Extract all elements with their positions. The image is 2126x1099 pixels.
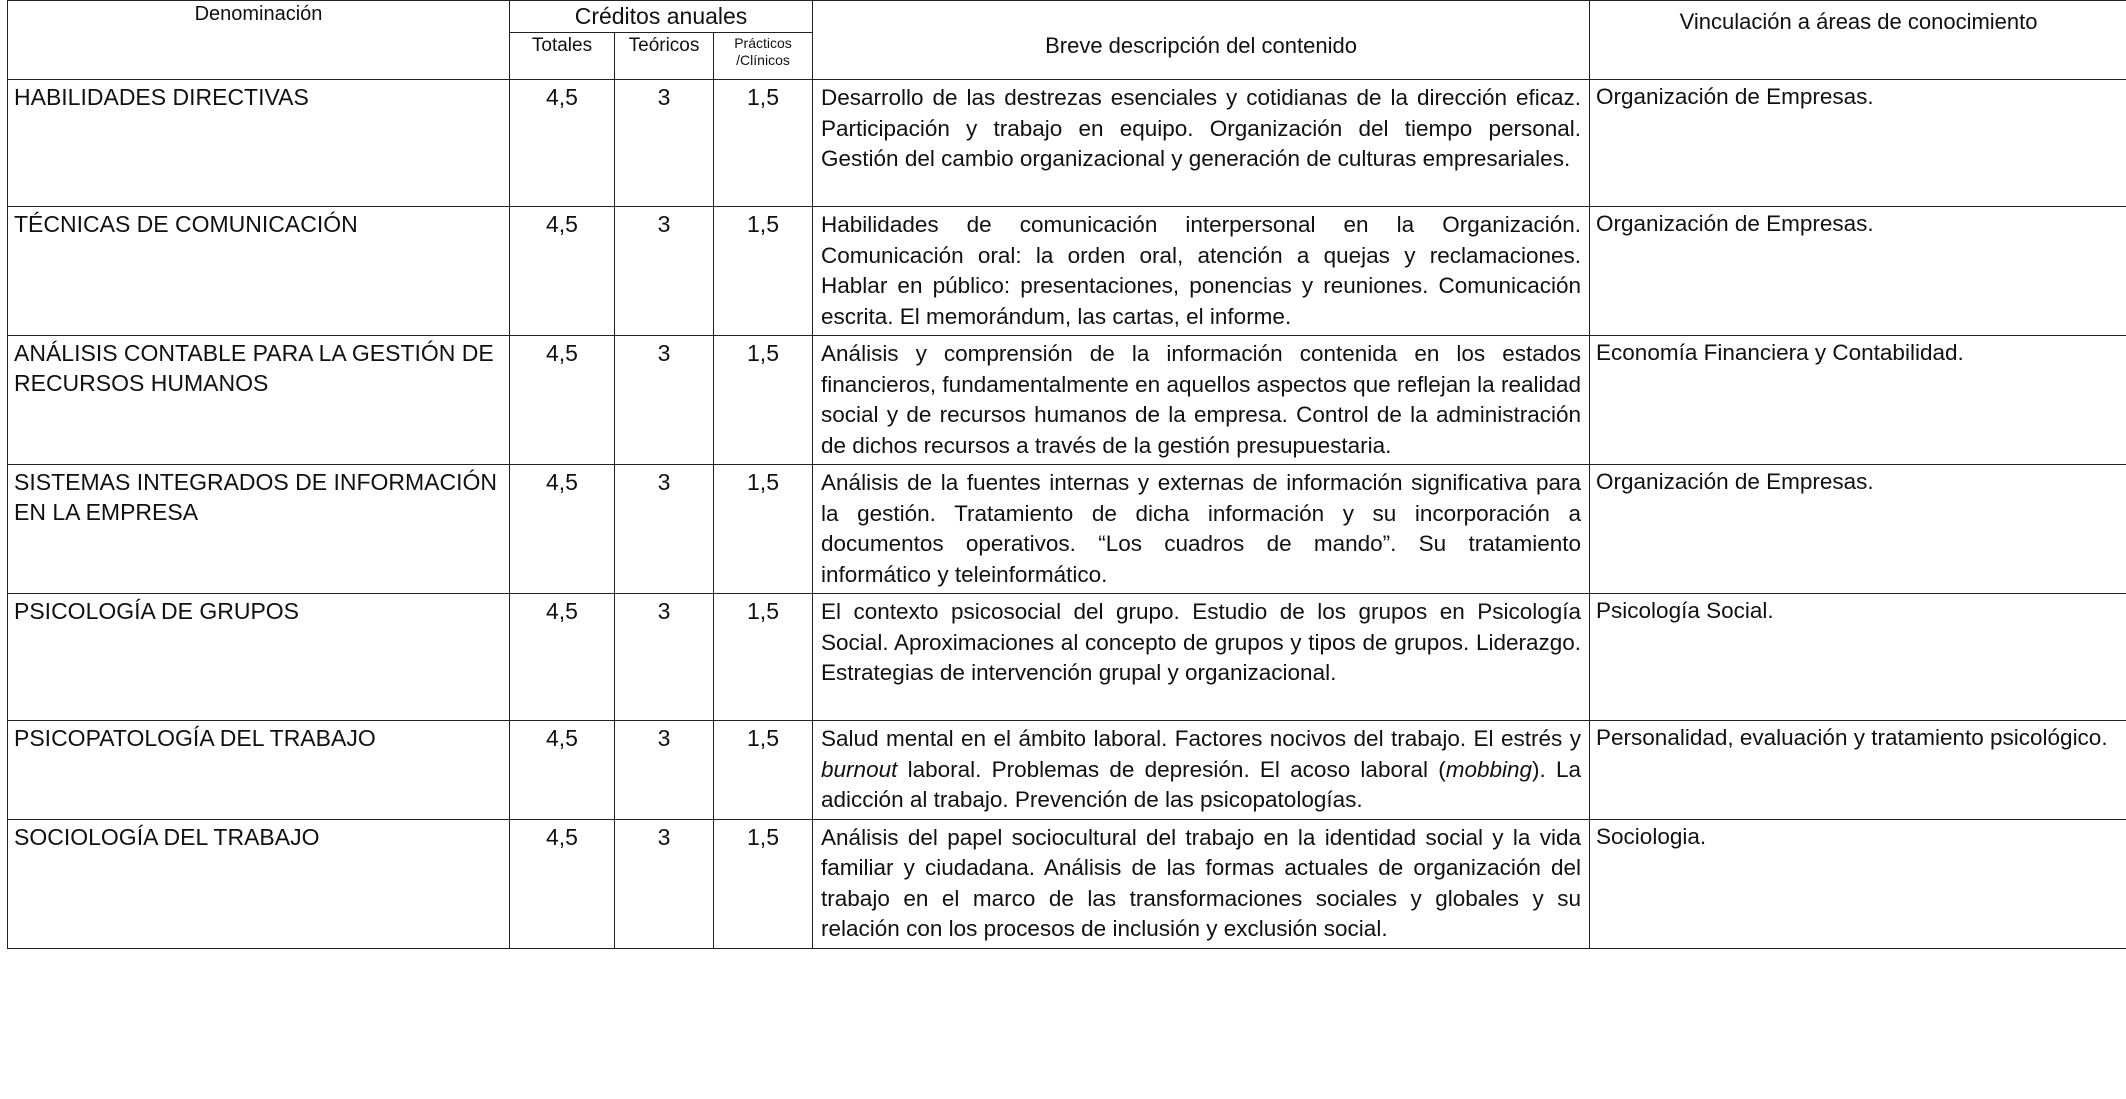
curriculum-table [7, 0, 2126, 949]
subject-name: SISTEMAS INTEGRADOS DE INFORMACIÓN EN LA EMPRESA [8, 465, 510, 594]
table-row [8, 594, 2126, 721]
credits-totales: 4,5 [510, 819, 615, 948]
content-description: Análisis de la fuentes internas y externas de información significativa para la gestión. Tratamiento de dicha información y su incorporación a documentos operativos. “Los cuadros de mando”. Su tratamiento informático y teleinformático. [813, 465, 1590, 594]
credits-teoricos: 3 [615, 594, 714, 721]
header-totales: Totales [510, 33, 615, 80]
header-row-1 [8, 1, 2126, 33]
subject-name: PSICOLOGÍA DE GRUPOS [8, 594, 510, 721]
content-description [813, 721, 1590, 820]
credits-practicos: 1,5 [714, 80, 813, 207]
credits-practicos: 1,5 [714, 207, 813, 336]
subject-name: HABILIDADES DIRECTIVAS [8, 80, 510, 207]
table-row [8, 80, 2126, 207]
knowledge-area: Organización de Empresas. [1590, 465, 2126, 594]
table-row [8, 336, 2126, 465]
header-descripcion: Breve descripción del contenido [813, 1, 1590, 80]
desc-emphasis: burnout [821, 756, 898, 782]
desc-text: ). La adicción al trabajo. Prevención de las psicopatologías. [821, 756, 1582, 812]
credits-practicos: 1,5 [714, 594, 813, 721]
credits-practicos: 1,5 [714, 819, 813, 948]
knowledge-area: Organización de Empresas. [1590, 207, 2126, 336]
table-row [8, 819, 2126, 948]
credits-teoricos: 3 [615, 336, 714, 465]
credits-totales: 4,5 [510, 207, 615, 336]
desc-text: laboral. Problemas de depresión. El acoso laboral ( [897, 756, 1446, 782]
knowledge-area: Organización de Empresas. [1590, 80, 2126, 207]
subject-name: TÉCNICAS DE COMUNICACIÓN [8, 207, 510, 336]
content-description: Desarrollo de las destrezas esenciales y cotidianas de la dirección eficaz. Participación y trabajo en equipo. Organización del tiempo personal. Gestión del cambio organizacional y generación de culturas empresariales. [813, 80, 1590, 207]
credits-teoricos: 3 [615, 721, 714, 820]
knowledge-area: Psicología Social. [1590, 594, 2126, 721]
content-description: Habilidades de comunicación interpersonal en la Organización. Comunicación oral: la orden oral, atención a quejas y reclamaciones. Hablar en público: presentaciones, ponencias y reuniones. Comunicación escrita. El memorándum, las cartas, el informe. [813, 207, 1590, 336]
credits-totales: 4,5 [510, 721, 615, 820]
knowledge-area: Personalidad, evaluación y tratamiento psicológico. [1590, 721, 2126, 820]
desc-emphasis: mobbing [1445, 756, 1533, 782]
credits-totales: 4,5 [510, 594, 615, 721]
content-description: El contexto psicosocial del grupo. Estudio de los grupos en Psicología Social. Aproximaciones al concepto de grupos y tipos de grupos. Liderazgo. Estrategias de intervención grupal y organizacional. [813, 594, 1590, 721]
table-row [8, 721, 2126, 820]
table-row [8, 207, 2126, 336]
header-creditos-anuales: Créditos anuales [510, 1, 813, 33]
credits-totales: 4,5 [510, 80, 615, 207]
credits-totales: 4,5 [510, 465, 615, 594]
credits-practicos: 1,5 [714, 721, 813, 820]
header-practicos: Prácticos /Clínicos [714, 33, 813, 80]
subject-name: ANÁLISIS CONTABLE PARA LA GESTIÓN DE RECURSOS HUMANOS [8, 336, 510, 465]
credits-teoricos: 3 [615, 465, 714, 594]
content-description: Análisis del papel sociocultural del trabajo en la identidad social y la vida familiar y ciudadana. Análisis de las formas actuales de organización del trabajo en el marco de las transformaciones sociales y globales y su relación con los procesos de inclusión y exclusión social. [813, 819, 1590, 948]
table-row [8, 465, 2126, 594]
subject-name: SOCIOLOGÍA DEL TRABAJO [8, 819, 510, 948]
desc-text: Salud mental en el ámbito laboral. Factores nocivos del trabajo. El estrés y [821, 726, 1582, 751]
credits-totales: 4,5 [510, 336, 615, 465]
content-description: Análisis y comprensión de la información contenida en los estados financieros, fundamentalmente en aquellos aspectos que reflejan la realidad social y de recursos humanos de la empresa. Control de la administración de dichos recursos a través de la gestión presupuestaria. [813, 336, 1590, 465]
credits-practicos: 1,5 [714, 336, 813, 465]
credits-teoricos: 3 [615, 80, 714, 207]
subject-name: PSICOPATOLOGÍA DEL TRABAJO [8, 721, 510, 820]
credits-teoricos: 3 [615, 207, 714, 336]
credits-practicos: 1,5 [714, 465, 813, 594]
header-denominacion: Denominación [8, 1, 510, 80]
header-vinculacion: Vinculación a áreas de conocimiento [1590, 1, 2126, 80]
credits-teoricos: 3 [615, 819, 714, 948]
header-teoricos: Teóricos [615, 33, 714, 80]
knowledge-area: Sociologia. [1590, 819, 2126, 948]
knowledge-area: Economía Financiera y Contabilidad. [1590, 336, 2126, 465]
